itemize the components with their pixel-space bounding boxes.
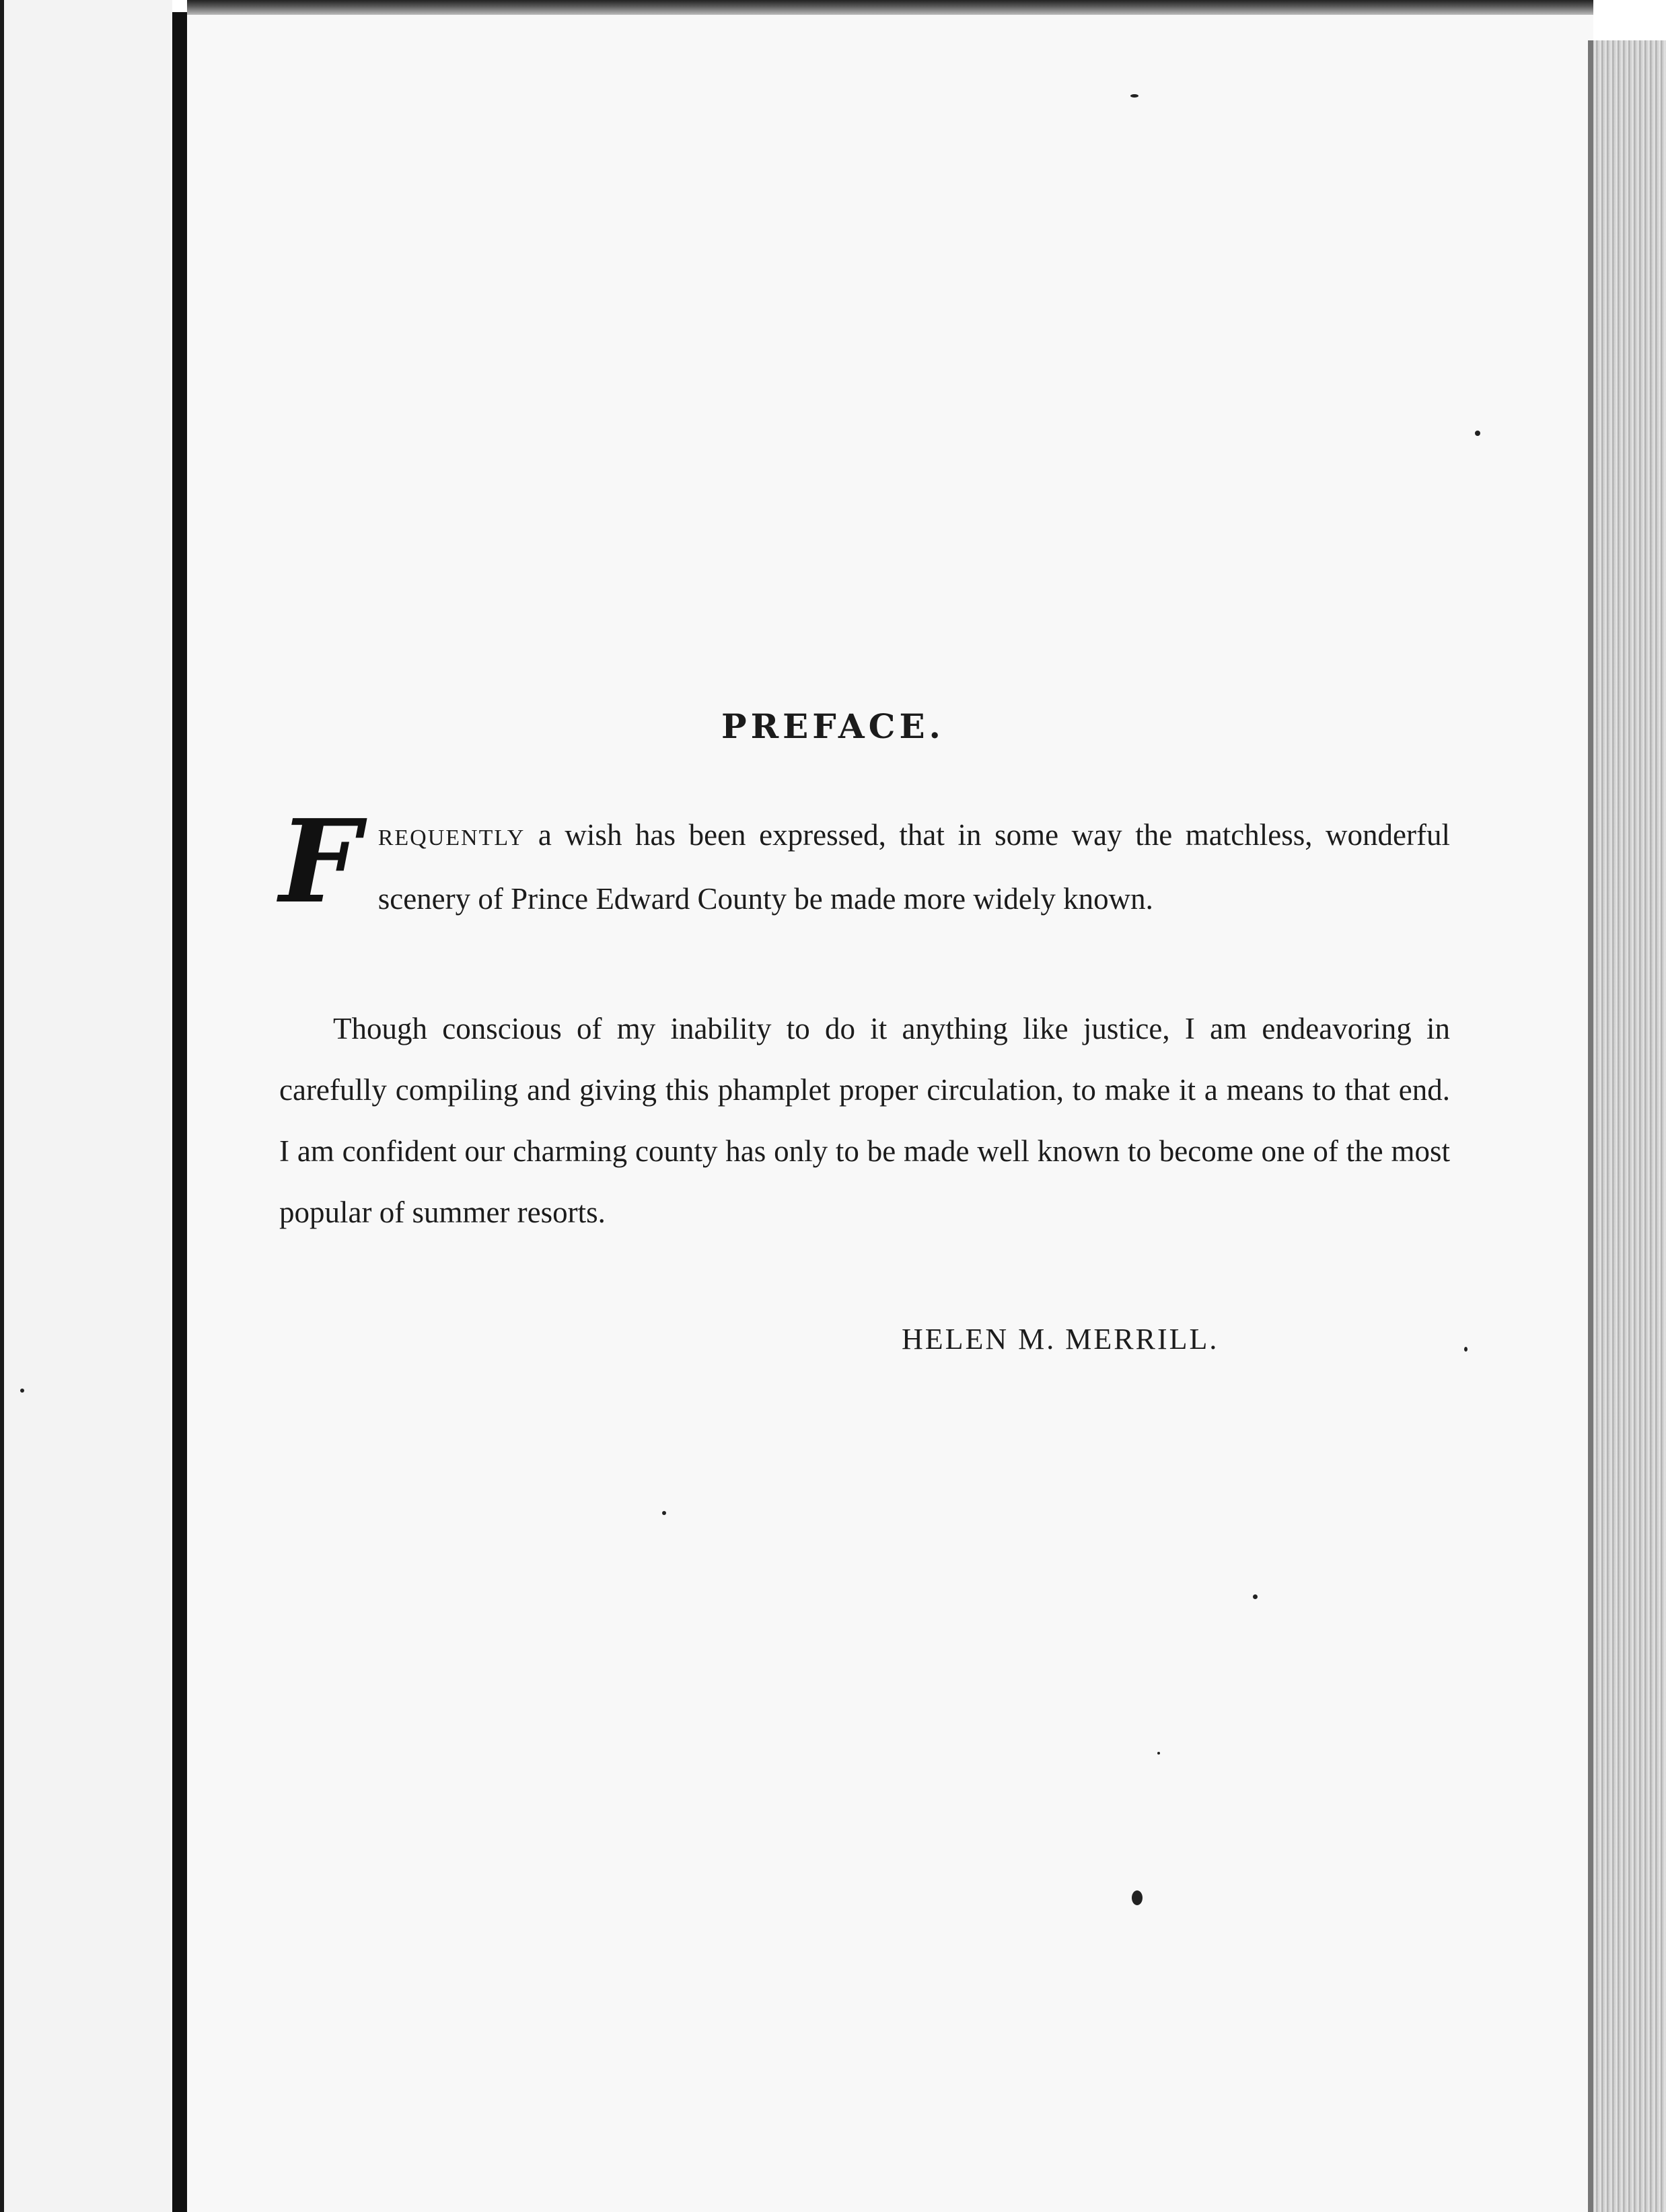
facing-page-edge bbox=[4, 0, 172, 2212]
ink-speck bbox=[662, 1511, 666, 1515]
preface-paragraph-2: Though conscious of my inability to do it anything like justice, I am endeavoring in carefully compiling and giving this phamplet proper circulation, to make it a means to that end. I am confident our charming county has only to be made well known to become one of the most popular of summer resorts. bbox=[279, 1012, 1450, 1229]
page-title: PREFACE. bbox=[721, 706, 945, 746]
ink-speck bbox=[1132, 1890, 1143, 1905]
page-top-edge bbox=[187, 0, 1593, 15]
ink-speck bbox=[1157, 1752, 1160, 1755]
preface-paragraph-1 bbox=[279, 795, 1450, 930]
paragraph-1-text: a wish has been expressed, that in some way the matchless, wonderful scenery of Prince Edward County be made more widely known. bbox=[377, 818, 1450, 916]
ink-speck bbox=[1253, 1594, 1258, 1599]
ink-speck bbox=[1130, 94, 1138, 98]
ink-speck bbox=[1464, 1347, 1468, 1352]
page-stack-edge bbox=[1593, 40, 1666, 2212]
ink-speck bbox=[1475, 431, 1480, 436]
author-signature: HELEN M. MERRILL. bbox=[902, 1323, 1219, 1356]
drop-cap: F bbox=[279, 795, 361, 929]
lead-caps: REQUENTLY bbox=[377, 825, 526, 850]
ink-speck bbox=[20, 1389, 24, 1393]
book-gutter bbox=[172, 12, 187, 2212]
